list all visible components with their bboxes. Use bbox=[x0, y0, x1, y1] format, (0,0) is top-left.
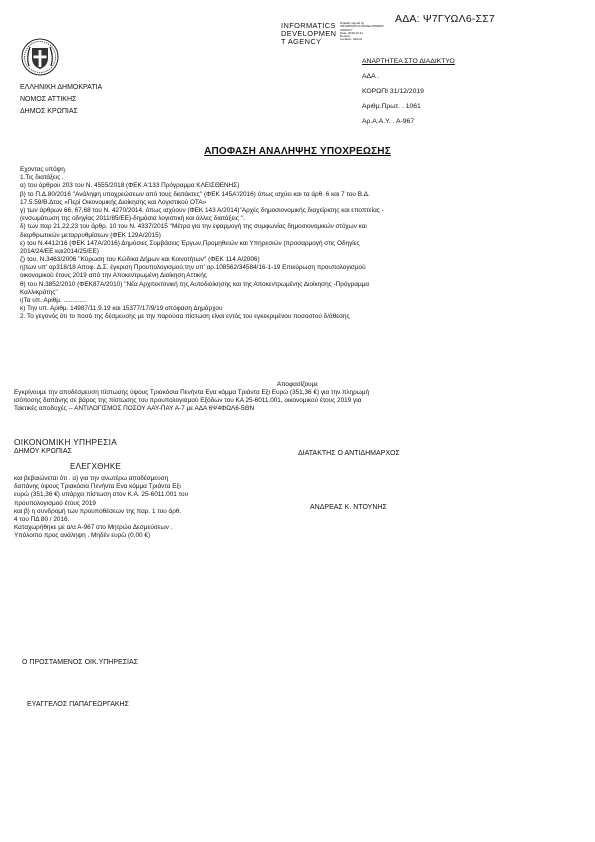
body-line: θ) του Ν.3852/2010 (ΦΕΚ87Α/2010) ''Νέα Αρχιτεκτονική της Αυτοδιοίκησης και της Αποκεντρωμένης Διοίκησης -Πρόγραμμα bbox=[20, 280, 370, 288]
economic-service-municipality: ΔΗΜΟΥ ΚΡΩΠΙΑΣ bbox=[14, 448, 72, 455]
body-line: η)των υπ' αρ318/18 Αποφ. Δ.Σ. έγκριση Προυπολογισμού,την υπ' αρ.108562/34584/16-1-19 Επικύρωση προυπολογισμού bbox=[20, 264, 366, 272]
body-line: β) το Π.Δ.80/2016 ''Ανάληψη υποχρεώσεων από τους διατάκτες'' (ΦΕΚ 145Α'/2016) όπως ισχύει και τα άρθ. 6 και 7 του Β.Δ. bbox=[20, 190, 370, 198]
body-line: κ) Την υπ. Αριθμ. 14987/11.9.19 και 15377/17/9/19 απόφαση Δημάρχου bbox=[20, 305, 223, 313]
signature-detail-line: Location: Athens bbox=[340, 37, 363, 42]
body-line: 2. Το γεγονός ότι το ποσό της δέσμευσης με την παρούσα πίστωση είναι εντός του εγκεκριμένου ποσοστού δ/άθεσης bbox=[20, 313, 350, 321]
body-line: ε) του Ν.4412/16 (ΦΕΚ 147Α/2016) Δημόσιες Συμβάσεις Έργων,Προμηθειών και Υπηρεσιών (προσαρμογή στις Οδηγίες bbox=[20, 239, 360, 247]
document-info bbox=[362, 54, 455, 129]
checked-label: ΕΛΕΓΧΘΗΚΕ bbox=[70, 462, 122, 471]
decision-heading: Αποφασίζουμε bbox=[276, 381, 319, 388]
signature-line: INFORMATICS bbox=[281, 21, 336, 30]
body-line: ζ) του. Ν.3463/2006 ''Κύρωση του Κώδικα Δήμων και Κοινοτήτων'' (ΦΕΚ 114 Α/2006) bbox=[20, 256, 260, 264]
place-date: ΚΟΡΩΠΙ 31/12/2019 bbox=[362, 88, 424, 95]
certification-line: και β) η συνδρομή των προυποθέσεων της παρ. 1 του άρθ. bbox=[14, 507, 182, 515]
economic-service-title: ΟΙΚΟΝΟΜΙΚΗ ΥΠΗΡΕΣΙΑ bbox=[14, 437, 118, 447]
country-line: ΕΛΛΗΝΙΚΗ ΔΗΜΟΚΡΑΤΙΑ bbox=[20, 84, 103, 91]
ada-line: ΑΔΑ . bbox=[362, 73, 380, 80]
body-line: α) του άρθρου 203 του Ν. 4555/2018 (ΦΕΚ Α'133 Πρόγραμμα ΚΛΕΙΣΘΕΝΗΣ) bbox=[20, 182, 240, 190]
document-title: ΑΠΟΦΑΣΗ ΑΝΑΛΗΨΗΣ ΥΠΟΧΡΕΩΣΗΣ bbox=[204, 146, 391, 157]
decision-text bbox=[14, 389, 584, 414]
body-line: 1.Τις διατάξεις . bbox=[20, 174, 64, 182]
signature-detail-line: Digitally signed by bbox=[340, 21, 365, 25]
prefecture-line: ΝΟΜΟΣ ΑΤΤΙΚΗΣ bbox=[20, 96, 77, 103]
certification-line: Υπόλοιπο προς ανάληψη . Μηδέν ευρώ (0,00 €) bbox=[14, 532, 151, 540]
aay-number: Αρ.Α.Α.Υ. . Α-967 bbox=[362, 118, 415, 125]
assigner-name: ΑΝΔΡΕΑΣ Κ. ΝΤΟΥΝΗΣ bbox=[310, 504, 387, 511]
body-line: δ) των παρ 21,22,23 του άρθρ. 10 του Ν. 4337/2015 ''Μέτρα για την εφαρμογή της συμφωνίας δημοσιονομικών στόχων και bbox=[20, 223, 367, 231]
signature-detail-line: AGENCY bbox=[340, 27, 353, 32]
economic-service bbox=[14, 437, 117, 456]
body-line: οικονομικού έτους 2019 από την Αποκεντρωμένη Διοίκηση Αττικής bbox=[20, 272, 207, 280]
signature-detail-line: INFORMATICS DEVELOPMENT bbox=[340, 24, 384, 29]
certification-line: 4 του ΠΔ 80 / 2016. bbox=[14, 515, 70, 523]
signature-line: T AGENCY bbox=[281, 36, 322, 46]
protocol-number: Αριθμ.Πρωτ. . 1061 bbox=[362, 103, 421, 110]
body-line: γ) των άρθρων 66, 67,68 του Ν. 4270/2014, όπως ισχύουν (ΦΕΚ 143 Α/2014)''Αρχές δημοσιονομικής διαχείρισης και εποπτείας - bbox=[20, 206, 384, 214]
assigner-title: ΔΙΑΤΑΚΤΗΣ Ο ΑΝΤΙΔΗΜΑΡΧΟΣ bbox=[298, 450, 400, 457]
body-line: Εχοντας υπόψη. bbox=[20, 166, 67, 173]
signature-details bbox=[340, 22, 410, 42]
municipality-line: ΔΗΜΟΣ ΚΡΩΠΙΑΣ bbox=[20, 108, 78, 115]
signature-detail-line: Date: 2019.12.31 bbox=[340, 30, 364, 35]
signature-line: DEVELOPMEN bbox=[281, 28, 337, 38]
head-of-service-name: ΕΥΑΓΓΕΛΟΣ ΠΑΠΑΓΕΩΡΓΑΚΗΣ bbox=[27, 701, 129, 708]
body-line: 17.5.59/Β.Δτος «Περί Οικονομικής Διοίκησης και Λογιστικού ΟΤΑ» bbox=[20, 198, 207, 206]
certification-line: ευρώ (351,36 €) υπάρχει πίστωση στον Κ.Α. 25-6011.001 του bbox=[14, 491, 189, 499]
publish-note: ΑΝΑΡΤΗΤΕΑ ΣΤΟ ΔΙΑΔΙΚΤΥΟ bbox=[362, 58, 455, 65]
body-line: 2014/24/ΕΕ και2014/25/ΕΕ) bbox=[20, 247, 99, 255]
ada-code: ΑΔΑ: Ψ7ΓΥΩΛ6-ΣΣ7 bbox=[395, 13, 495, 25]
decision-line: ισόποσης δαπάνης σε βάρος της πίστωσης του προυπολογισμού Εξόδων του ΚΑ 25-6011.001, οικονομικού έτους 2019 για bbox=[14, 397, 362, 405]
economic-certification bbox=[14, 475, 274, 541]
signature-detail-line: Reason: bbox=[340, 34, 352, 39]
greek-emblem-icon bbox=[21, 38, 59, 76]
certification-line: και βεβαιώνεται ότι . α) για την ανωτέρω αποδέσμευση bbox=[14, 475, 169, 482]
legal-basis bbox=[20, 166, 580, 322]
head-of-service-title: Ο ΠΡΟΣΤΑΜΕΝΟΣ ΟΙΚ.ΥΠΗΡΕΣΙΑΣ bbox=[22, 659, 138, 666]
body-line: (ενσωμάτωση της οδηγίας 2011/85/ΕΕ)-δημόσια λογιστική και άλλες διατάξεις ''. bbox=[20, 215, 245, 223]
certification-line: Καταχωρήθηκε με α/α Α-967 στο Μητρώο Δεσμεύσεων . bbox=[14, 524, 173, 532]
decision-line: Εγκρίνουμε την αποδέσμευση πίστωσης ύψους Τριακόσια Πενήντα Ενα κόμμα Τριάντα Εξι Ευρώ (351,36 €) για την πληρωμή bbox=[14, 389, 369, 396]
decision-line: Τακτικές αποδοχές -- ΑΝΤΙΛΟΓΙΣΜΟΣ ΠΟΣΟΥ ΑΑΥ-ΠΑΥ Α-7 με ΑΔΑ 6Ψ4ΦΩΛ6-5ΘΝ bbox=[14, 405, 255, 413]
certification-line: προυπολογισμού έτους 2019 bbox=[14, 499, 96, 507]
certification-line: δαπάνης ύψους Τριακόσια Πενήντα Ενα κόμμα Τριάντα Εξι bbox=[14, 483, 181, 491]
issuer-header bbox=[20, 82, 102, 118]
body-line: διαρθρωτικών μεταρρυθμίσεων (ΦΕΚ 129Α/2015) bbox=[20, 231, 161, 239]
body-line: ι)Τα υπ. Αριθμ. ............. bbox=[20, 297, 87, 304]
body-line: Καλλικράτης'' bbox=[20, 288, 58, 296]
